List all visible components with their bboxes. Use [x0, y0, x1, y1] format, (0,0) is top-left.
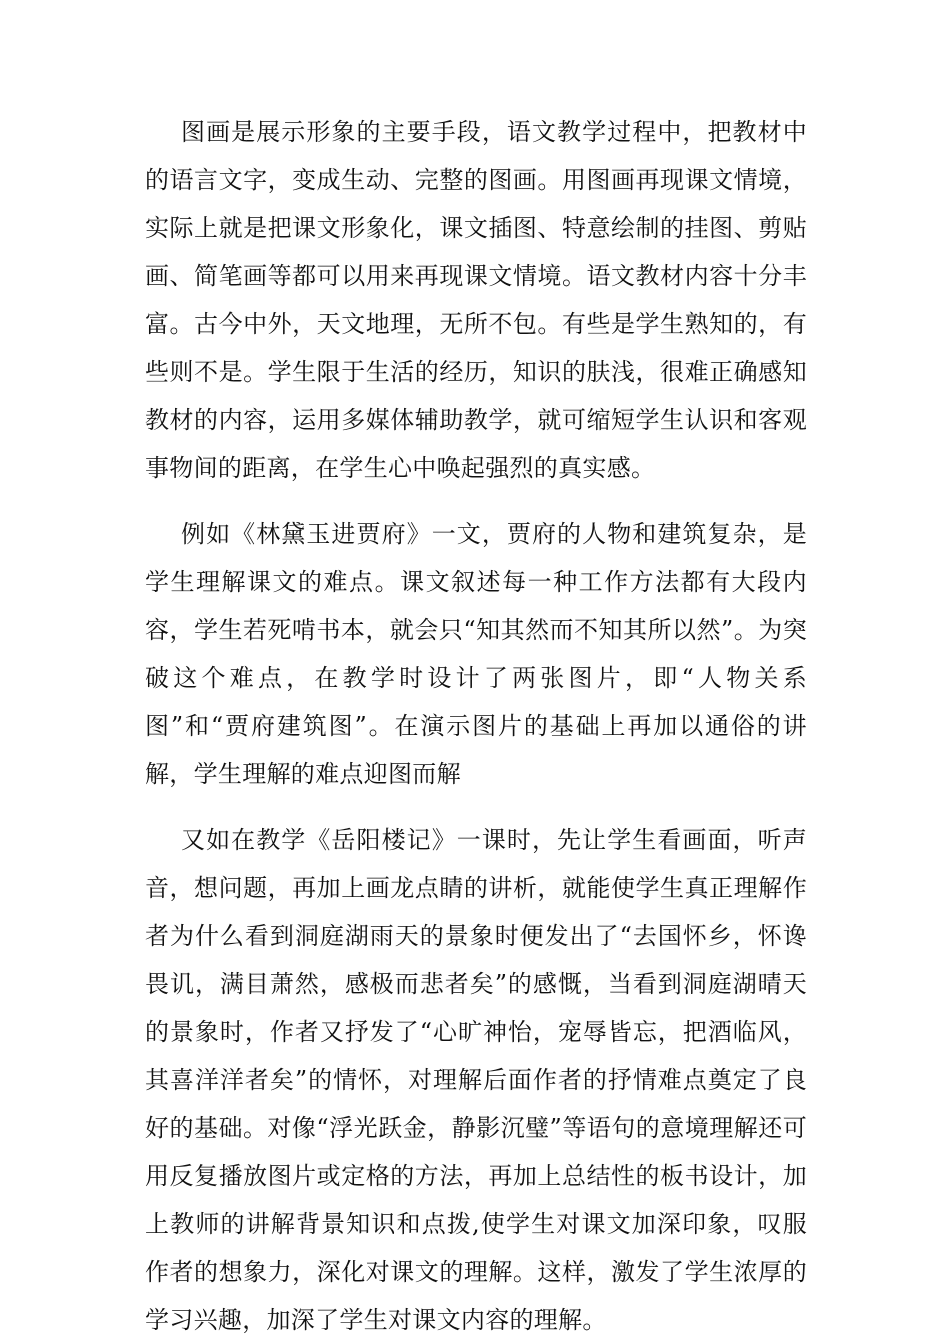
paragraph-2: 例如《林黛玉进贾府》一文，贾府的人物和建筑复杂，是学生理解课文的难点。课文叙述每一种工作方法都有大段内容，学生若死啃书本，就会只“知其然而不知其所以然”。为突破这个难点，在教学时设计了两张图片，即“人物关系图”和“贾府建筑图”。在演示图片的基础上再加以通俗的讲解，学生理解的难点迎图而解 [145, 520, 807, 788]
document-body [145, 108, 807, 1344]
paragraph-1: 图画是展示形象的主要手段，语文教学过程中，把教材中的语言文字，变成生动、完整的图画。用图画再现课文情境，实际上就是把课文形象化，课文插图、特意绘制的挂图、剪贴画、简笔画等都可以用来再现课文情境。语文教材内容十分丰富。古今中外，天文地理，无所不包。有些是学生熟知的，有些则不是。学生限于生活的经历，知识的肤浅，很难正确感知教材的内容，运用多媒体辅助教学，就可缩短学生认识和客观事物间的距离，在学生心中唤起强烈的真实感。 [145, 118, 807, 482]
paragraph-3: 又如在教学《岳阳楼记》一课时，先让学生看画面，听声音，想问题，再加上画龙点睛的讲析，就能使学生真正理解作者为什么看到洞庭湖雨天的景象时便发出了“去国怀乡，怀谗畏讥，满目萧然，感极而悲者矣”的感慨，当看到洞庭湖晴天的景象时，作者又抒发了“心旷神怡，宠辱皆忘，把酒临风，其喜洋洋者矣”的情怀，对理解后面作者的抒情难点奠定了良好的基础。对像“浮光跃金，静影沉璧”等语句的意境理解还可用反复播放图片或定格的方法，再加上总结性的板书设计，加上教师的讲解背景知识和点拨,使学生对课文加深印象，叹服作者的想象力，深化对课文的理解。这样，激发了学生浓厚的学习兴趣，加深了学生对课文内容的理解。 [145, 826, 807, 1334]
